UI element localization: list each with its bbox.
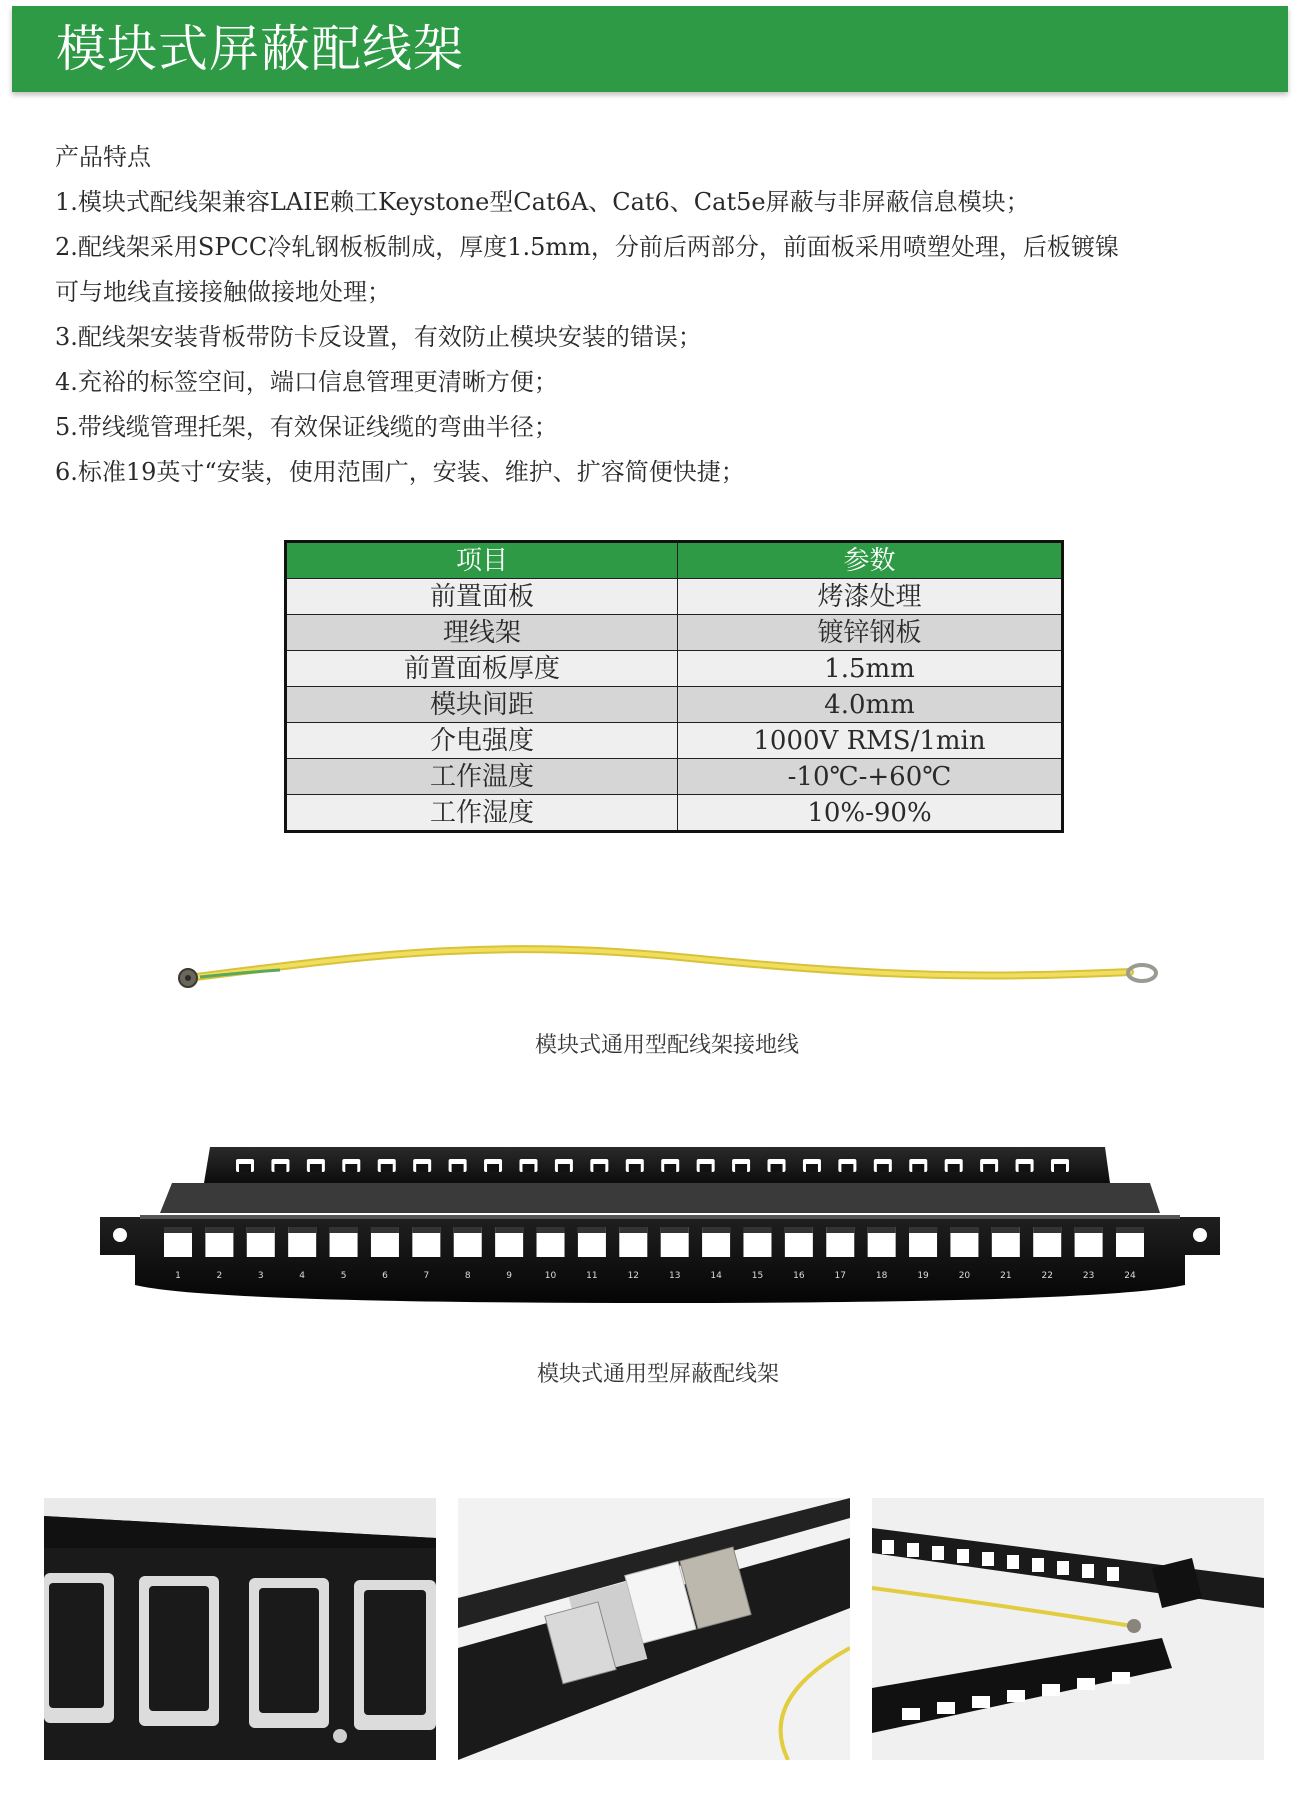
table-cell: 10%-90% <box>678 795 1063 832</box>
port-number-label: 4 <box>299 1271 306 1281</box>
feature-line: 3.配线架安装背板带防卡反设置，有效防止模块安装的错误； <box>55 323 702 351</box>
table-row <box>286 615 1063 651</box>
port-number-label: 23 <box>1082 1271 1095 1281</box>
table-cell: -10℃-+60℃ <box>678 759 1063 795</box>
port-number-label: 20 <box>958 1271 971 1281</box>
port-number-label: 2 <box>216 1271 223 1281</box>
port-number-label: 21 <box>1000 1271 1012 1281</box>
port-number-label: 11 <box>586 1271 598 1281</box>
table-row <box>286 759 1063 795</box>
table-cell: 4.0mm <box>678 687 1063 723</box>
features-heading: 产品特点 <box>55 143 151 171</box>
table-cell: 工作湿度 <box>286 795 678 832</box>
feature-line: 4.充裕的标签空间，端口信息管理更清晰方便； <box>55 368 558 396</box>
page-title: 模块式屏蔽配线架 <box>56 20 464 78</box>
table-header-param: 参数 <box>678 542 1063 579</box>
product-features <box>55 135 1255 495</box>
port-number-label: 3 <box>257 1271 264 1281</box>
mounting-hole-left <box>113 1228 127 1242</box>
port-number-label: 7 <box>423 1271 430 1281</box>
feature-line: 5.带线缆管理托架，有效保证线缆的弯曲半径； <box>55 413 558 441</box>
table-cell: 前置面板厚度 <box>286 651 678 687</box>
port-number-label: 22 <box>1041 1271 1053 1281</box>
port-number-label: 15 <box>751 1271 764 1281</box>
patch-panel-image <box>100 1135 1220 1310</box>
table-cell: 介电强度 <box>286 723 678 759</box>
detail-photo-keystone-openings <box>44 1498 436 1760</box>
port-number-label: 13 <box>668 1271 681 1281</box>
port-number-label: 14 <box>710 1271 722 1281</box>
table-row <box>286 651 1063 687</box>
table-cell: 前置面板 <box>286 579 678 615</box>
table-cell: 工作温度 <box>286 759 678 795</box>
port-number-label: 19 <box>917 1271 929 1281</box>
port-number-label: 10 <box>544 1271 557 1281</box>
table-cell: 烤漆处理 <box>678 579 1063 615</box>
patch-panel-caption: 模块式通用型屏蔽配线架 <box>537 1362 780 1387</box>
header-bar <box>12 6 1288 92</box>
port-number-label: 1 <box>175 1271 181 1281</box>
port-number-label: 17 <box>834 1271 846 1281</box>
port-number-label: 8 <box>464 1271 471 1281</box>
ground-wire-image <box>170 930 1170 1000</box>
table-cell: 镀锌钢板 <box>678 615 1063 651</box>
table-header-item: 项目 <box>286 542 678 579</box>
table-cell: 模块间距 <box>286 687 678 723</box>
ground-wire-caption: 模块式通用型配线架接地线 <box>535 1033 800 1058</box>
feature-line: 可与地线直接接触做接地处理； <box>55 278 391 306</box>
feature-line: 2.配线架采用SPCC冷轧钢板板制成，厚度1.5mm，分前后两部分，前面板采用喷塑处理，后板镀镍 <box>55 233 1119 261</box>
table-row <box>286 795 1063 832</box>
detail-photo-panel-with-wire <box>872 1498 1264 1760</box>
port-number-label: 18 <box>875 1271 888 1281</box>
feature-line: 1.模块式配线架兼容LAIE赖工Keystone型Cat6A、Cat6、Cat5e屏蔽与非屏蔽信息模块； <box>55 188 1030 216</box>
table-row <box>286 723 1063 759</box>
port-number-label: 24 <box>1124 1271 1136 1281</box>
table-header-row <box>286 542 1063 579</box>
table-cell: 理线架 <box>286 615 678 651</box>
table-row <box>286 579 1063 615</box>
port-number-label: 5 <box>340 1271 347 1281</box>
mounting-hole-right <box>1193 1228 1207 1242</box>
feature-line: 6.标准19英寸“安装，使用范围广，安装、维护、扩容简便快捷； <box>55 458 745 486</box>
port-number-label: 16 <box>793 1271 805 1281</box>
port-number-label: 9 <box>506 1271 512 1281</box>
table-row <box>286 687 1063 723</box>
detail-photo-installed-modules <box>458 1498 850 1760</box>
port-number-label: 6 <box>382 1271 388 1281</box>
port-number-label: 12 <box>627 1271 640 1281</box>
table-cell: 1.5mm <box>678 651 1063 687</box>
spec-table <box>284 540 1064 833</box>
table-cell: 1000V RMS/1min <box>678 723 1063 759</box>
